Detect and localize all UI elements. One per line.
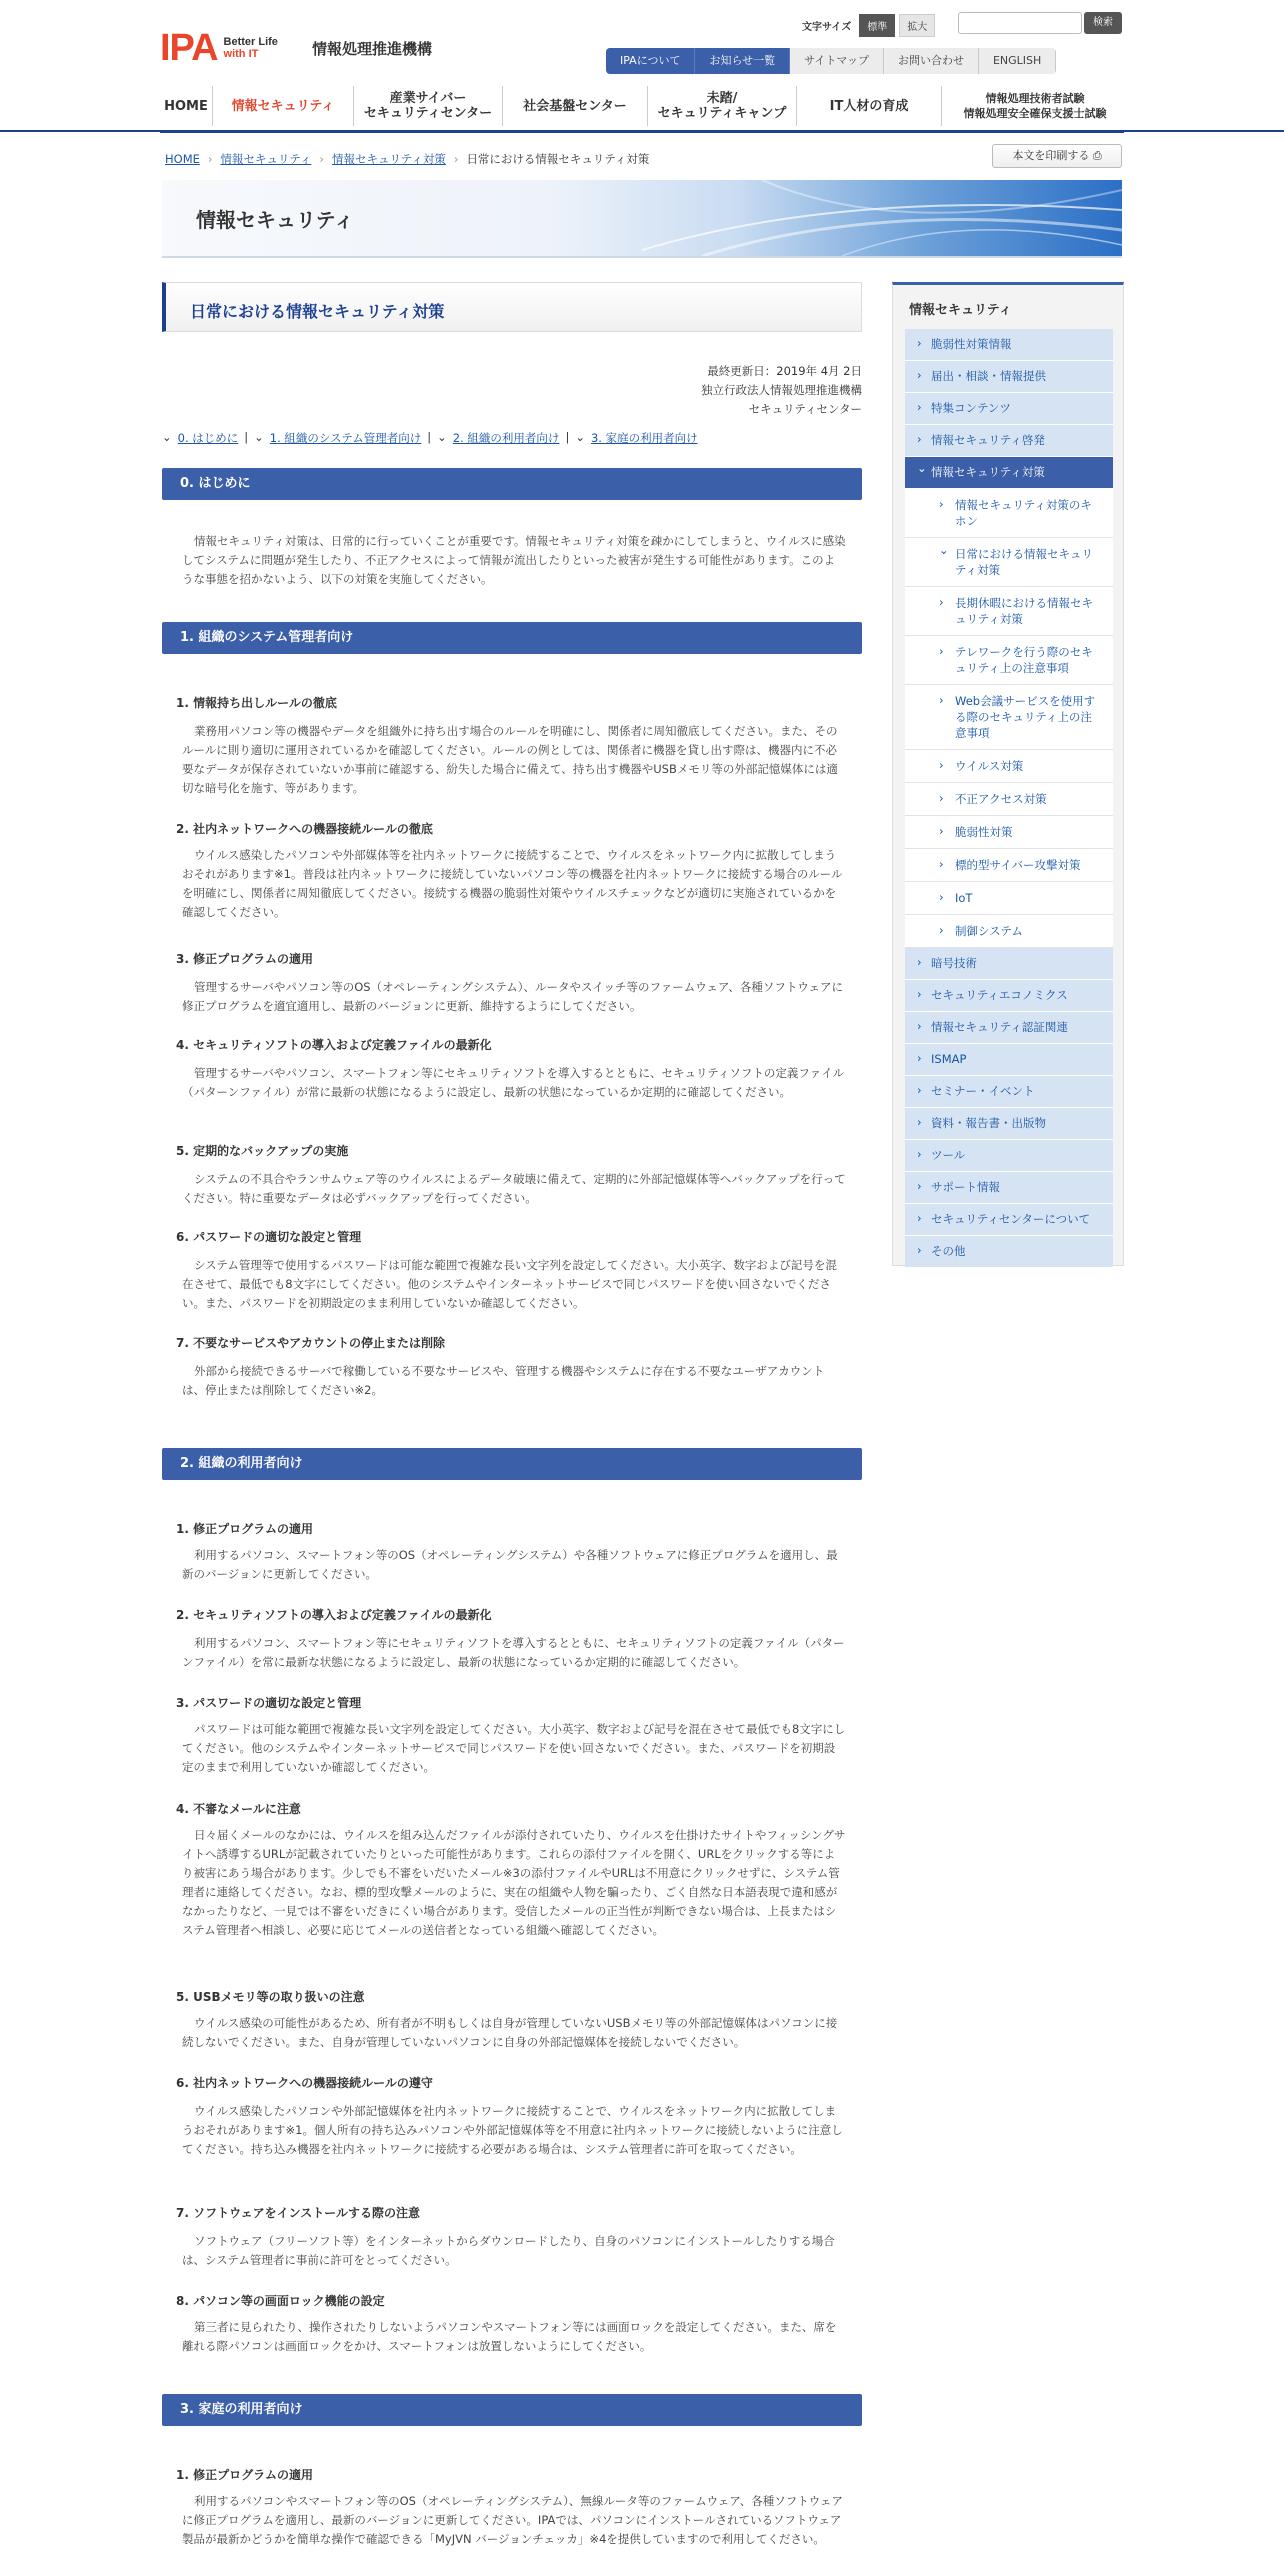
nav-news-list[interactable]: お知らせ一覧 [695, 48, 790, 74]
user-item-text: 日々届くメールのなかには、ウイルスを組み込んだファイルが添付されていたり、ウイルスを仕掛けたサイトやフィッシングサイトへ誘導するURLが記載されていたりといった可能性があります。これらの添付ファイルを開く、URLをクリックする等により被害にあう場合があります。少しでも不審をいだいたメール※3の添付ファイルやURLは不用意にクリックせずに、システム管理者に連絡してください。なお、標的型攻撃メールのように、実在の組織や人物を騙ったり、ごく自然な日本語表現で違和感がなかったりなど、一見では不審をいだきにくい場合があります。受信したメールの正当性が判断できない場合は、上長またはシステム管理者へ相談し、必要に応じてメールの送信者となっている組織へ確認してください。 [182, 1828, 846, 1937]
admin-item-heading: 1. 情報持ち出しルールの徹底 [176, 696, 337, 710]
sidebar-item-vuln-info[interactable]: › 脆弱性対策情報 [905, 329, 1113, 361]
user-item-heading: 6. 社内ネットワークへの機器接続ルールの遵守 [176, 2076, 433, 2090]
gnav-industrial-cyber[interactable]: 産業サイバー セキュリティセンター [353, 86, 502, 126]
sidebar-item-tools[interactable]: › ツール [905, 1140, 1113, 1172]
gnav-it-talent[interactable]: IT人材の育成 [796, 86, 941, 126]
section-heading-home-users: 3. 家庭の利用者向け [162, 2394, 862, 2426]
admin-item-text: システムの不具合やランサムウェア等のウイルスによるデータ破壊に備えて、定期的に外部記憶媒体等へバックアップを行ってください。特に重要なデータは必ずバックアップを行ってください。 [182, 1172, 846, 1205]
anchor-intro[interactable]: 0. はじめに [177, 431, 239, 445]
page-title: 日常における情報セキュリティ対策 [190, 302, 445, 321]
user-item-heading: 1. 修正プログラムの適用 [176, 1522, 313, 1536]
chevron-right-icon: › [453, 152, 459, 166]
banner-title: 情報セキュリティ [196, 208, 354, 232]
search-input[interactable] [958, 12, 1082, 34]
user-item-text: 第三者に見られたり、操作されたりしないようパソコンやスマートフォン等には画面ロックを設定してください。また、席を離れる際パソコンは画面ロックをかけ、スマートフォンは放置しないようにしてください。 [182, 2320, 837, 2353]
sidebar-menu [905, 329, 1113, 1268]
admin-item-heading: 6. パスワードの適切な設定と管理 [176, 1230, 362, 1244]
logo-tagline-2: with IT [223, 48, 259, 60]
gnav-mito-camp[interactable]: 未踏/ セキュリティキャンプ [647, 86, 796, 126]
anchor-admins[interactable]: 1. 組織のシステム管理者向け [269, 431, 422, 445]
sidebar-item-awareness[interactable]: › 情報セキュリティ啓発 [905, 425, 1113, 457]
chevron-down-icon: ⌄ [254, 430, 264, 444]
font-size-large-button[interactable]: 拡大 [899, 14, 935, 37]
category-banner [162, 180, 1122, 258]
user-item-heading: 2. セキュリティソフトの導入および定義ファイルの最新化 [176, 1608, 492, 1622]
user-item-text: ソフトウェア（フリーソフト等）をインターネットからダウンロードしたり、自身のパソコンにインストールしたりする場合は、システム管理者に事前に許可をとってください。 [182, 2234, 835, 2267]
logo-tagline [224, 36, 278, 60]
logo-tagline-1: Better Life [223, 36, 278, 48]
sidebar [892, 282, 1124, 1266]
nav-sitemap[interactable]: サイトマップ [790, 48, 884, 74]
admin-item-text: 外部から接続できるサーバで稼働している不要なサービスや、管理する機器やシステムに存在する不要なユーザアカウントは、停止または削除してください※2。 [182, 1364, 825, 1397]
sidebar-item-ismap[interactable]: › ISMAP [905, 1044, 1113, 1076]
breadcrumb [165, 151, 649, 167]
last-updated: 最終更新日：2019年 4月 2日 [707, 364, 862, 378]
page-meta [701, 362, 862, 419]
anchor-home-users[interactable]: 3. 家庭の利用者向け [590, 431, 698, 445]
breadcrumb-current: 日常における情報セキュリティ対策 [466, 152, 650, 166]
sidebar-item-measures[interactable]: ⌄ 情報セキュリティ対策 [905, 457, 1113, 489]
user-item-heading: 8. パソコン等の画面ロック機能の設定 [176, 2294, 385, 2308]
nav-about-ipa[interactable]: IPAについて [606, 48, 695, 74]
user-item-heading: 7. ソフトウェアをインストールする際の注意 [176, 2206, 421, 2220]
user-item-text: パスワードは可能な範囲で複雑な長い文字列を設定してください。大小英字、数字および記号を混在させて最低でも8文字にしてください。他のシステムやインターネットサービスで同じパスワードを使い回さないでください。また、パスワードを初期設定のままで利用していないか確認してください。 [182, 1722, 846, 1774]
print-label: 本文を印刷する [1012, 149, 1090, 162]
sidebar-sub-daily[interactable]: ⌄ 日常における情報セキュリティ対策 [905, 538, 1113, 587]
sidebar-title: 情報セキュリティ [909, 303, 1012, 318]
user-item-text: 利用するパソコン、スマートフォン等のOS（オペレーティングシステム）や各種ソフトウェアに修正プログラムを適用し、最新のバージョンに更新してください。 [182, 1548, 838, 1581]
sidebar-sub-targeted[interactable]: › 標的型サイバー攻撃対策 [905, 849, 1113, 882]
anchor-org-users[interactable]: 2. 組織の利用者向け [452, 431, 560, 445]
gnav-home[interactable]: HOME [164, 98, 208, 114]
header-rule [0, 130, 1284, 132]
ipa-logo[interactable] [160, 28, 278, 68]
section-heading-org-users: 2. 組織の利用者向け [162, 1448, 862, 1480]
font-size-standard-button[interactable]: 標準 [859, 14, 895, 37]
user-item-heading: 5. USBメモリ等の取り扱いの注意 [176, 1990, 365, 2004]
sidebar-item-other[interactable]: › その他 [905, 1236, 1113, 1268]
site-header [0, 0, 1284, 130]
admin-item-text: システム管理等で使用するパスワードは可能な範囲で複雑な長い文字列を設定してください。大小英字、数字および記号を混在させて、最低でも8文字にしてください。他のシステムやインターネットサービスで同じパスワードを使い回さないでください。また、パスワードを初期設定のまま利用していないか確認してください。 [182, 1258, 837, 1310]
anchor-links: ⌄ 0. はじめに | ⌄ 1. 組織のシステム管理者向け | ⌄ 2. 組織の利用者向け | ⌄ 3. 家庭の利用者向け [162, 430, 698, 445]
breadcrumb-info-security[interactable]: 情報セキュリティ [220, 152, 312, 166]
sidebar-item-special[interactable]: › 特集コンテンツ [905, 393, 1113, 425]
nav-contact[interactable]: お問い合わせ [884, 48, 979, 74]
sidebar-item-publications[interactable]: › 資料・報告書・出版物 [905, 1108, 1113, 1140]
admin-item-heading: 7. 不要なサービスやアカウントの停止または削除 [176, 1336, 445, 1350]
admin-item-heading: 4. セキュリティソフトの導入および定義ファイルの最新化 [176, 1038, 492, 1052]
sidebar-item-crypto[interactable]: › 暗号技術 [905, 948, 1113, 980]
search-button[interactable]: 検索 [1084, 12, 1122, 34]
chevron-down-icon: ⌄ [162, 430, 172, 444]
breadcrumb-measures[interactable]: 情報セキュリティ対策 [331, 152, 446, 166]
banner-lines-graphic [642, 180, 1122, 256]
user-item-text: 利用するパソコン、スマートフォン等にセキュリティソフトを導入するとともに、セキュリティソフトの定義ファイル（パターンファイル）を常に最新な状態になるように設定し、最新の状態になっているか定期的に確認してください。 [182, 1636, 845, 1669]
sidebar-item-economics[interactable]: › セキュリティエコノミクス [905, 980, 1113, 1012]
meta-center: セキュリティセンター [748, 402, 862, 416]
meta-org: 独立行政法人情報処理推進機構 [701, 383, 862, 397]
chevron-down-icon: ⌄ [437, 430, 447, 444]
font-size-label: 文字サイズ [802, 22, 852, 33]
admin-item-heading: 5. 定期的なバックアップの実施 [176, 1144, 349, 1158]
breadcrumb-home[interactable]: HOME [165, 152, 200, 166]
gnav-social-infra[interactable]: 社会基盤センター [502, 86, 647, 126]
home-item-text: 利用するパソコンやスマートフォン等のOS（オペレーティングシステム）、無線ルータ等のファームウェア、各種ソフトウェアに修正プログラムを適用し、最新のバージョンに更新してください。IPAでは、パソコンにインストールされているソフトウェア製品が最新かどうかを簡単な操作で確認できる「MyJVN バージョンチェッカ」※4を提供していますので利用してください。 [182, 2494, 843, 2546]
utility-nav [606, 48, 1056, 74]
sidebar-item-certification[interactable]: › 情報セキュリティ認証関連 [905, 1012, 1113, 1044]
admin-item-text: ウイルス感染したパソコンや外部媒体等を社内ネットワークに接続することで、ウイルスをネットワーク内に拡散してしまうおそれがあります※1。普段は社内ネットワークに接続していないパソコン等の機器を社内ネットワークに接続する場合のルールを明確にし、関係者に周知徹底してください。接続する機器の脆弱性対策やウイルスチェックなどが適切に実施されているかを確認してください。 [182, 848, 843, 919]
org-name: 情報処理推進機構 [312, 40, 433, 58]
section-heading-admins: 1. 組織のシステム管理者向け [162, 622, 862, 654]
font-size-switcher [802, 14, 935, 37]
admin-item-heading: 3. 修正プログラムの適用 [176, 952, 313, 966]
chevron-right-icon: › [207, 152, 213, 166]
sidebar-sub-vulnerability[interactable]: › 脆弱性対策 [905, 816, 1113, 849]
sidebar-sub-telework[interactable]: › テレワークを行う際のセキュリティ上の注意事項 [905, 636, 1113, 685]
chevron-down-icon: ⌄ [575, 430, 585, 444]
page-title-box [162, 282, 862, 332]
gnav-info-security[interactable]: 情報セキュリティ [212, 86, 353, 126]
chevron-right-icon: › [319, 152, 324, 166]
admin-item-text: 管理するサーバやパソコン、スマートフォン等にセキュリティソフトを導入するとともに、セキュリティソフトの定義ファイル（パターンファイル）が常に最新の状態になるように設定し、最新の状態になっているか定期的に確認してください。 [182, 1066, 845, 1099]
sidebar-item-report[interactable]: › 届出・相談・情報提供 [905, 361, 1113, 393]
nav-english[interactable]: ENGLISH [979, 48, 1056, 74]
admin-item-heading: 2. 社内ネットワークへの機器接続ルールの徹底 [176, 822, 433, 836]
sidebar-sub-web-meeting[interactable]: › Web会議サービスを使用する際のセキュリティ上の注意事項 [905, 685, 1113, 750]
sidebar-sub-control[interactable]: › 制御システム [905, 915, 1113, 948]
intro-text: 情報セキュリティ対策は、日常的に行っていくことが重要です。情報セキュリティ対策を疎かにしてしまうと、ウイルスに感染してシステムに問題が発生したり、不正アクセスによって情報が流出したりといった被害が発生する可能性があります。このような事態を招かないよう、以下の対策を実施してください。 [182, 534, 846, 586]
global-nav [160, 86, 1124, 133]
section-heading-intro: 0. はじめに [162, 468, 862, 500]
user-item-heading: 3. パスワードの適切な設定と管理 [176, 1696, 362, 1710]
sidebar-sub-virus[interactable]: › ウイルス対策 [905, 750, 1113, 783]
sidebar-sub-iot[interactable]: › IoT [905, 882, 1113, 915]
home-item-heading: 1. 修正プログラムの適用 [176, 2468, 313, 2482]
gnav-exams[interactable]: 情報処理技術者試験 情報処理安全確保支援士試験 [941, 86, 1128, 126]
sidebar-item-support[interactable]: › サポート情報 [905, 1172, 1113, 1204]
sidebar-sub-holiday[interactable]: › 長期休暇における情報セキュリティ対策 [905, 587, 1113, 636]
admin-item-text: 管理するサーバやパソコン等のOS（オペレーティングシステム）、ルータやスイッチ等のファームウェア、各種ソフトウェアに修正プログラムを適宜適用し、最新のバージョンに更新、維持するようにしてください。 [182, 980, 843, 1013]
sidebar-sub-basics[interactable]: › 情報セキュリティ対策のキホン [905, 489, 1113, 538]
admin-item-text: 業務用パソコン等の機器やデータを組織外に持ち出す場合のルールを明確にし、関係者に周知徹底してください。また、そのルールに則り適切に運用されているかを確認してください。ルールの例としては、関係者に機器を貸し出す際は、機器内に不必要なデータが保存されていないか事前に確認する、紛失した場合に備えて、持ち出す機器やUSBメモリ等の外部記憶媒体には適切な暗号化を施す、等があります。 [182, 724, 838, 795]
sidebar-item-about-center[interactable]: › セキュリティセンターについて [905, 1204, 1113, 1236]
printer-icon: ⎙ [1092, 149, 1102, 162]
logo-mark: IPA [160, 26, 218, 69]
user-item-heading: 4. 不審なメールに注意 [176, 1802, 301, 1816]
user-item-text: ウイルス感染の可能性があるため、所有者が不明もしくは自身が管理していないUSBメモリ等の外部記憶媒体はパソコンに接続しないでください。また、自身が管理していないパソコンに自身の外部記憶媒体を接続しないでください。 [182, 2016, 838, 2049]
print-button[interactable] [992, 144, 1122, 168]
sidebar-item-seminar[interactable]: › セミナー・イベント [905, 1076, 1113, 1108]
user-item-text: ウイルス感染したパソコンや外部記憶媒体を社内ネットワークに接続することで、ウイルスをネットワーク内に拡散してしまうおそれがあります※1。個人所有の持ち込みパソコンや外部記憶媒体等を不用意に社内ネットワークに接続しないように注意してください。持ち込み機器を社内ネットワークに接続する必要がある場合は、システム管理者に許可を取ってください。 [182, 2104, 843, 2156]
sidebar-sub-unauthorized[interactable]: › 不正アクセス対策 [905, 783, 1113, 816]
